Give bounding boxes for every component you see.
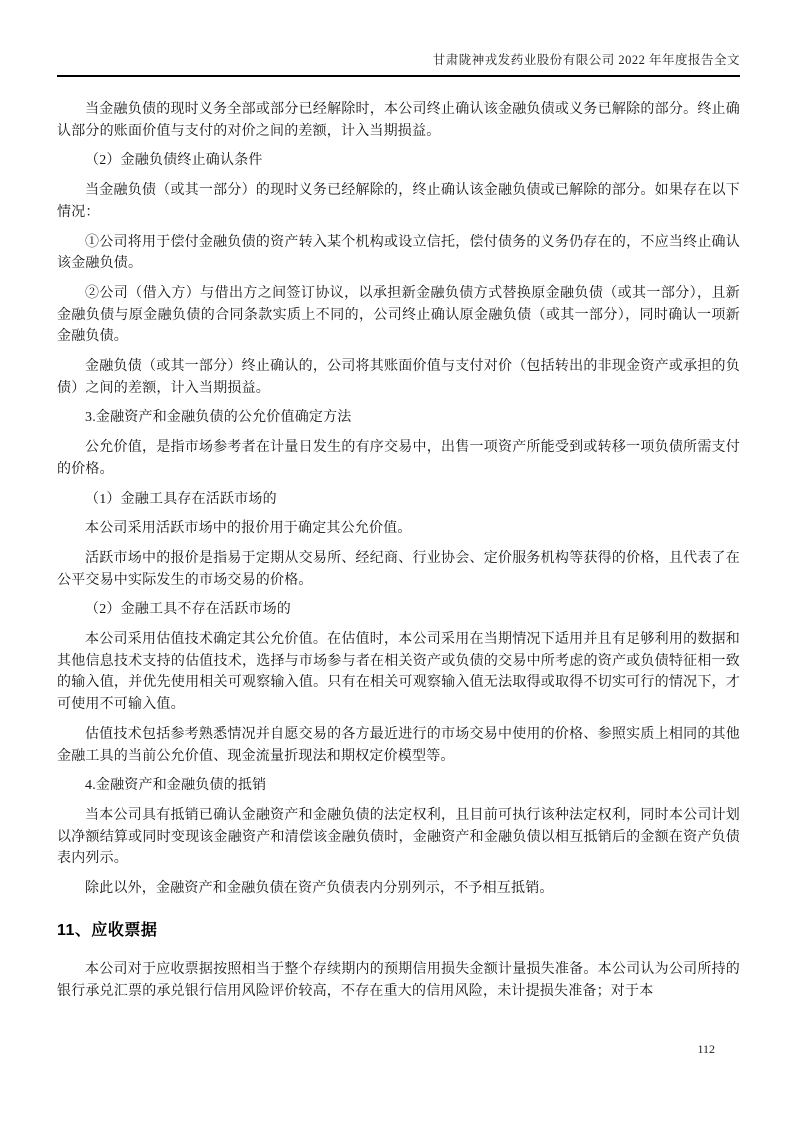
list-item-circle-1: ①公司将用于偿付金融负债的资产转入某个机构或设立信托，偿付债务的义务仍存在的，不应当终止确认该金融负债。: [57, 234, 740, 272]
paragraph-valuation-technique-scope: 估值技术包括参考熟悉情况并自愿交易的各方最近进行的市场交易中使用的价格、参照实质上相同的其他金融工具的当前公允价值、现金流量折现法和期权定价模型等。: [57, 726, 740, 764]
subheading-active-market: （1）金融工具存在活跃市场的: [85, 491, 277, 507]
paragraph-active-market-quote: 本公司采用活跃市场中的报价用于确定其公允价值。: [85, 521, 412, 537]
paragraph-offsetting-conditions: 当本公司具有抵销已确认金融资产和金融负债的法定权利，且目前可执行该种法定权利，同时本公司计划以净额结算或同时变现该金融资产和清偿该金融负债时，金融资产和金融负债以相互抵销后的金额在资产负债表内列示。: [57, 807, 740, 867]
section-heading-notes-receivable: 11、应收票据: [57, 921, 158, 939]
list-item-circle-2: ②公司（借入方）与借出方之间签订协议，以承担新金融负债方式替换原金融负债（或其一部分），且新金融负债与原金融负债的合同条款实质上不同的，公司终止确认原金融负债（或其一部分），同时确认一项新金融负债。: [57, 285, 740, 345]
subheading-offsetting: 4.金融资产和金融负债的抵销: [85, 778, 267, 794]
paragraph-derecognition-difference: 金融负债（或其一部分）终止确认的，公司将其账面价值与支付对价（包括转出的非现金资产或承担的负债）之间的差额，计入当期损益。: [57, 359, 740, 396]
paragraph-active-market-definition: 活跃市场中的报价是指易于定期从交易所、经纪商、行业协会、定价服务机构等获得的价格，且代表了在公平交易中实际发生的市场交易的价格。: [57, 550, 740, 588]
paragraph-valuation-technique: 本公司采用估值技术确定其公允价值。在估值时，本公司采用在当期情况下适用并且有足够利用的数据和其他信息技术支持的估值技术，选择与市场参与者在相关资产或负债的交易中所考虑的资产或负债特征相一致的输入值，并优先使用相关可观察输入值。只有在相关可观察输入值无法取得或取得不切实可行的情况下，才可使用不可输入值。: [57, 632, 740, 713]
paragraph-offsetting-otherwise: 除此以外，金融资产和金融负债在资产负债表内分别列示，不予相互抵销。: [85, 881, 554, 897]
subheading-no-active-market: （2）金融工具不存在活跃市场的: [85, 602, 291, 618]
paragraph-notes-receivable-policy: 本公司对于应收票据按照相当于整个存续期内的预期信用损失金额计量损失准备。本公司认为公司所持的银行承兑汇票的承兑银行信用风险评价较高，不存在重大的信用风险，未计提损失准备；对于本: [57, 961, 740, 999]
paragraph-derecognition-conditions-intro: 当金融负债（或其一部分）的现时义务已经解除的，终止确认该金融负债或已解除的部分。如果存在以下情况：: [57, 183, 740, 220]
page-header: [57, 52, 740, 77]
document-body: [57, 77, 740, 1002]
page-number: 112: [697, 1042, 715, 1056]
paragraph-fair-value-definition: 公允价值，是指市场参考者在计量日发生的有序交易中，出售一项资产所能受到或转移一项负债所需支付的价格。: [57, 440, 740, 477]
report-title: 甘肃陇神戎发药业股份有限公司 2022 年年度报告全文: [432, 53, 740, 67]
paragraph-derecognition-effect: 当金融负债的现时义务全部或部分已经解除时，本公司终止确认该金融负债或义务已解除的部分。终止确认部分的账面价值与支付的对价之间的差额，计入当期损益。: [57, 102, 740, 139]
subheading-fair-value-method: 3.金融资产和金融负债的公允价值确定方法: [85, 410, 352, 426]
subheading-liability-derecognition-conditions: （2）金融负债终止确认条件: [85, 153, 263, 169]
